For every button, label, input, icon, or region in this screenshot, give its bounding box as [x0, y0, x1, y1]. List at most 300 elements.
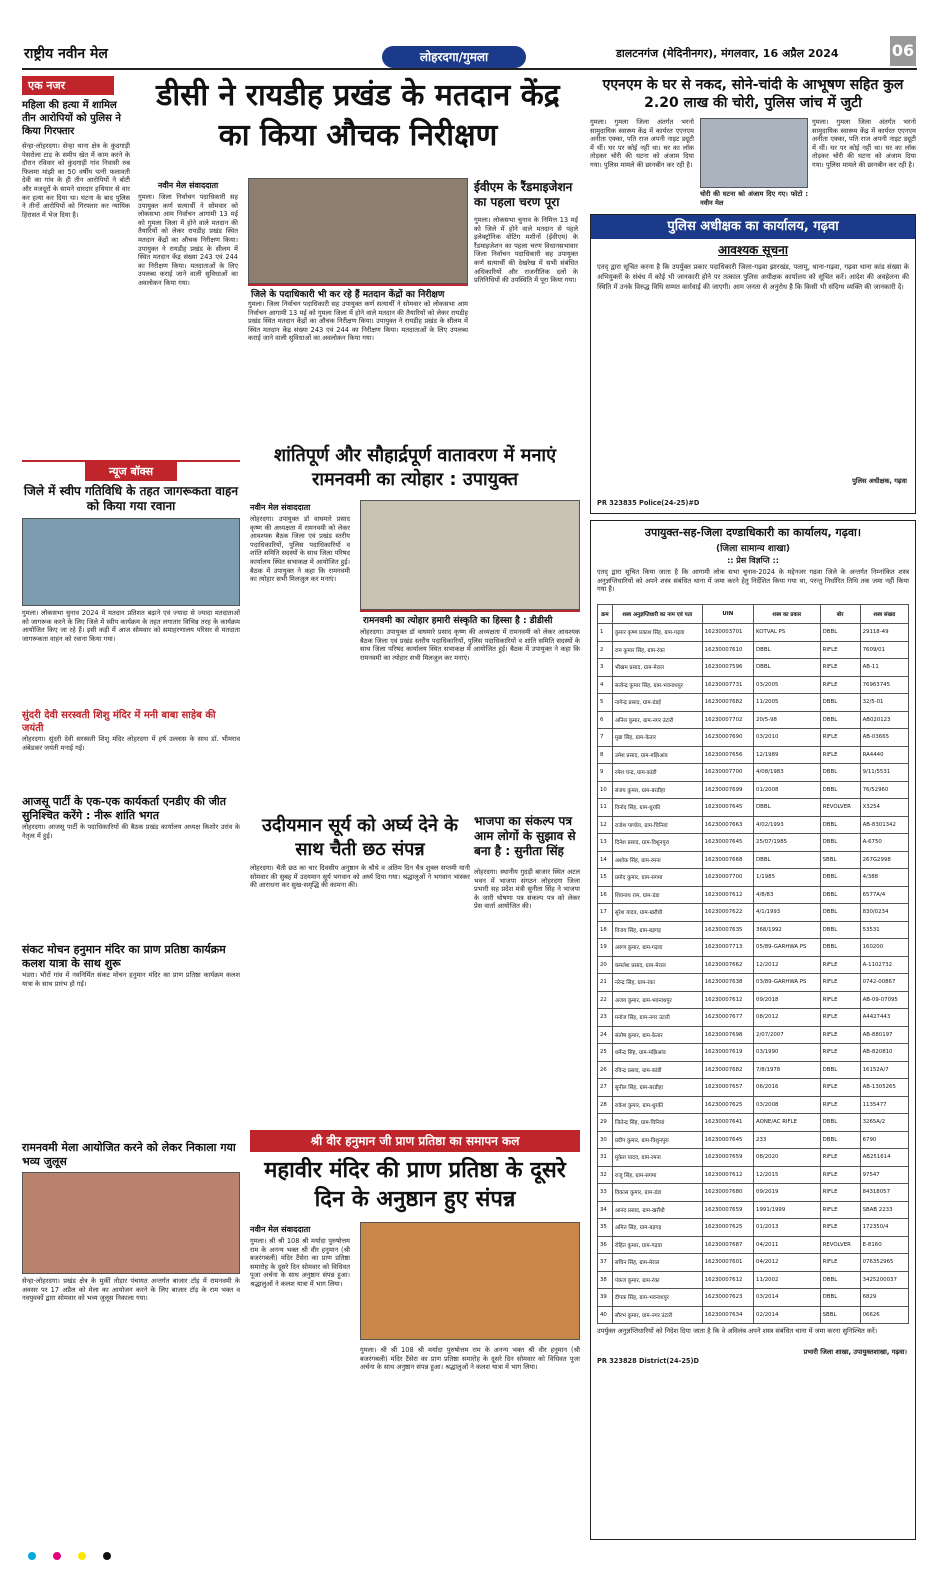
magenta-mark — [53, 1552, 61, 1560]
table-cell: DBBL — [820, 764, 860, 782]
table-cell: दिनेश प्रसाद, ग्राम-विशुनपुरा — [612, 834, 702, 852]
table-cell: धर्मेन्द्र सिंह, ग्राम-मझिआंव — [612, 1044, 702, 1062]
table-cell: 4/1/1993 — [754, 904, 821, 922]
table-row — [598, 1044, 909, 1062]
table-cell: 16230007623 — [702, 1289, 753, 1307]
table-cell: SBBL — [820, 1306, 860, 1324]
theft-body-continued: गुमला। गुमला जिला अंतर्गत भरनो सामुदायिक स्वास्थ्य केंद्र में कार्यरत एएनएम अनीता एक्का, पति राज अपनी नाइट ड्यूटी में थीं। घर पर कोई नहीं था। घर का लॉक तोड़कर चोरी की घटना को अंजाम दिया गया। पुलिस मामले की छानबीन कर रही है। — [812, 118, 916, 169]
table-cell: राकेश कुमार, ग्राम-धुरकी — [612, 1096, 702, 1114]
table-cell: DBBL — [820, 816, 860, 834]
hanuman-photo — [360, 1222, 580, 1340]
table-cell: DBBL — [820, 834, 860, 852]
table-cell: 3425200037 — [860, 1271, 908, 1289]
ramnavmi-mela-body: सेन्हा-लोहरदगा। प्रखंड क्षेत्र के मुर्की तोड़ार पंचायत अन्तर्गत बाजार टॉड़ में रामनवमी के अवसर पर 17 अप्रैल को मेला का आयोजन करने के लिए बाजार टॉड़ के राम भक्त व नवयुवकों द्वारा सोमवार को भव्य जुलूस निकाला गया। — [22, 1277, 240, 1303]
table-row — [598, 641, 909, 659]
table-cell: 2/07/2007 — [754, 1026, 821, 1044]
table-row — [598, 886, 909, 904]
table-cell: RIFLE — [820, 974, 860, 992]
police-notice-box — [590, 214, 916, 514]
table-cell: नागेन्द्र प्रसाद, ग्राम-डंडई — [612, 694, 702, 712]
table-row — [598, 694, 909, 712]
table-cell: 267G2998 — [860, 851, 908, 869]
table-cell: 12/2012 — [754, 956, 821, 974]
table-cell: 16230007641 — [702, 1114, 753, 1132]
table-row — [598, 1236, 909, 1254]
lead-byline: नवीन मेल संवाददाता — [157, 181, 219, 190]
table-cell: 03/2010 — [754, 729, 821, 747]
arms-table-header: शस्त्र का प्रकार — [754, 605, 821, 624]
table-cell: 16230007645 — [702, 799, 753, 817]
table-cell: 16152A/7 — [860, 1061, 908, 1079]
table-cell: DBBL — [820, 1114, 860, 1132]
black-mark — [103, 1552, 111, 1560]
table-cell: 16230007713 — [702, 939, 753, 957]
table-cell: प्रदीप कुमार, ग्राम-विशुनपुरा — [612, 1131, 702, 1149]
ramnavmi-photo-caption: रामनवमी का त्योहार हमारी संस्कृति का हिस्सा है : डीडीसी — [360, 610, 580, 627]
table-cell: 4 — [598, 676, 613, 694]
table-cell: 4/08/1983 — [754, 764, 821, 782]
table-cell: 15 — [598, 869, 613, 887]
table-cell: 9 — [598, 764, 613, 782]
table-cell: 03/2014 — [754, 1289, 821, 1307]
table-cell: 2 — [598, 641, 613, 659]
bjp-headline: भाजपा का संकल्प पत्र आम लोगों के सुझाव से बना है : सुनीता सिंह — [474, 814, 576, 858]
table-cell: 25/07/1985 — [754, 834, 821, 852]
sankat-mochan-headline: संकट मोचन हनुमान मंदिर का प्राण प्रतिष्ठा कार्यक्रम कलश यात्रा के साथ शुरू — [22, 943, 226, 970]
hanuman-body-continued: गुमला। श्री श्री 108 श्री मर्यादा पुरुषोत्तम राम के अनन्य भक्त श्री वीर हनुमान (श्री बजरंगबली) मंदिर टैंसेरा का प्राण प्रतिष्ठा समारोह के दूसरे दिन सोमवार को विधिवत पूजा अर्चना के साथ अनुष्ठान संपन्न हुआ। श्रद्धालुओं ने कलश यात्रा में भाग लिया। — [360, 1346, 580, 1372]
table-cell: 31 — [598, 1149, 613, 1167]
table-cell: AB-820810 — [860, 1044, 908, 1062]
table-cell: 32 — [598, 1166, 613, 1184]
table-cell: 6577A/4 — [860, 886, 908, 904]
table-cell: RIFLE — [820, 1184, 860, 1202]
table-cell: सत्येन्द्र कुमार सिंह, ग्राम-भवनाथपुर — [612, 676, 702, 694]
table-cell: संजय कुमार, ग्राम-बरडीहा — [612, 781, 702, 799]
table-cell: 23 — [598, 1009, 613, 1027]
sweep-headline: जिले में स्वीप गतिविधि के तहत जागरूकता वाहन को किया गया रवाना — [23, 484, 239, 513]
table-cell: 33 — [598, 1184, 613, 1202]
arms-table-header: बोर — [820, 605, 860, 624]
table-cell: मनोज सिंह, ग्राम-नगर उंटारी — [612, 1009, 702, 1027]
table-cell: 76963745 — [860, 676, 908, 694]
table-cell: मुकेश यादव, ग्राम-रमना — [612, 1149, 702, 1167]
table-cell: RIFLE — [820, 1166, 860, 1184]
table-cell: RIFLE — [820, 1254, 860, 1272]
table-cell: 14 — [598, 851, 613, 869]
police-notice-title: पुलिस अधीक्षक का कार्यालय, गढ़वा — [591, 215, 915, 239]
table-cell: मुन्ना सिंह, ग्राम-केतार — [612, 729, 702, 747]
table-cell: 16230007645 — [702, 834, 753, 852]
table-cell: विजय सिंह, ग्राम-बड़गड़ — [612, 921, 702, 939]
lead-body-continued: गुमला। जिला निर्वाचन पदाधिकारी सह उपायुक्त कर्ण सत्यार्थी ने सोमवार को लोकसभा आम निर्वाचन आगामी 13 मई को गुमला जिला में होने वाले मतदान की तैयारियों को लेकर रायडीह प्रखंड स्थित मतदान केंद्रों का औचक निरीक्षण किया। उपायुक्त ने रायडीह प्रखंड के सीलम में स्थित मतदान केंद्र संख्या 243 एवं 244 का निरीक्षण किया। मतदाताओं के लिए उपलब्ध कराई जाने वाली सुविधाओं का अवलोकन किया गया। — [248, 300, 468, 343]
table-cell: 03/2005 — [754, 676, 821, 694]
table-cell: 17 — [598, 904, 613, 922]
table-cell: 16230007698 — [702, 1026, 753, 1044]
bjp-body: लोहरदगा। स्थानीय गुदड़ी बाजार स्थित अटल भवन में भाजपा संगठन लोहरदगा जिला प्रभारी सह प्रदेश मंत्री सुनीता सिंह ने भाजपा के जारी घोषणा पत्र संकल्प पत्र को लेकर प्रेस वार्ता आयोजित की। — [474, 868, 580, 911]
table-cell: DBBL — [820, 904, 860, 922]
table-cell: 16230007610 — [702, 641, 753, 659]
table-cell: 30 — [598, 1131, 613, 1149]
ek-nazar-headline: महिला की हत्या में शामिल तीन आरोपियों को पुलिस ने किया गिरफ्तार — [22, 100, 121, 137]
table-cell: A-1102732 — [860, 956, 908, 974]
table-cell: 3 — [598, 659, 613, 677]
table-cell: 26 — [598, 1061, 613, 1079]
table-cell: 16230007612 — [702, 886, 753, 904]
table-cell: सुनील सिंह, ग्राम-बरडीहा — [612, 1079, 702, 1097]
table-cell: 16230007662 — [702, 956, 753, 974]
table-cell: राम कुमार सिंह, ग्राम-रंका — [612, 641, 702, 659]
police-notice-signoff: पुलिस अधीक्षक, गढ़वा — [852, 477, 907, 485]
table-cell: AB020123 — [860, 711, 908, 729]
table-cell: 27 — [598, 1079, 613, 1097]
table-cell: 16230007690 — [702, 729, 753, 747]
table-cell: 830/0234 — [860, 904, 908, 922]
table-cell: पंकज कुमार, ग्राम-रंका — [612, 1271, 702, 1289]
table-cell: प्रमोद कुमार, ग्राम-सगमा — [612, 869, 702, 887]
table-cell: 16230007731 — [702, 676, 753, 694]
table-cell: 16230007601 — [702, 1254, 753, 1272]
table-cell: 233 — [754, 1131, 821, 1149]
table-cell: 5 — [598, 694, 613, 712]
table-cell: 16230007634 — [702, 1306, 753, 1324]
table-cell: 12/1989 — [754, 746, 821, 764]
table-cell: 36 — [598, 1236, 613, 1254]
ramnavmi-byline: नवीन मेल संवाददाता — [250, 503, 311, 512]
table-cell: 16230007596 — [702, 659, 753, 677]
ek-nazar-column — [22, 76, 130, 456]
table-row — [598, 659, 909, 677]
table-row — [598, 781, 909, 799]
news-box-column — [22, 460, 240, 1540]
newspaper-brand: राष्ट्रीय नवीन मेल — [24, 46, 108, 62]
print-color-bar — [22, 1545, 917, 1555]
table-cell: 6790 — [860, 1131, 908, 1149]
table-cell: 9/11/5531 — [860, 764, 908, 782]
table-cell: 18 — [598, 921, 613, 939]
table-row — [598, 1131, 909, 1149]
table-cell: DBBL — [754, 659, 821, 677]
table-cell: 1/1985 — [754, 869, 821, 887]
table-cell: 02/2014 — [754, 1306, 821, 1324]
table-cell: 172350/4 — [860, 1219, 908, 1237]
table-cell: अशोक सिंह, ग्राम-रमना — [612, 851, 702, 869]
table-row — [598, 764, 909, 782]
table-cell: सौरभ कुमार, ग्राम-नगर उंटारी — [612, 1306, 702, 1324]
table-cell: AB-11 — [860, 659, 908, 677]
table-row — [598, 676, 909, 694]
table-row — [598, 834, 909, 852]
table-cell: 39 — [598, 1289, 613, 1307]
arms-notice-signoff: प्रभारी जिला शाखा, उपायुक्तशाखा, गढ़वा। — [803, 1348, 907, 1356]
table-row — [598, 816, 909, 834]
table-row — [598, 921, 909, 939]
table-cell: 16230007668 — [702, 851, 753, 869]
arms-notice-footer: उपर्युक्त अनुज्ञप्तिधारियों को निदेश दिया जाता है कि वे अविलंब अपने शस्त्र संबंधित थाना में जमा करना सुनिश्चित करें। — [597, 1327, 878, 1335]
table-cell: 08/2020 — [754, 1149, 821, 1167]
section-label: लोहरदगा/गुमला — [382, 46, 526, 68]
table-cell: KOTVAL PS — [754, 624, 821, 642]
table-cell: 16230003701 — [702, 624, 753, 642]
table-cell: 25 — [598, 1044, 613, 1062]
arms-table — [597, 604, 909, 1324]
theft-headline: एएनएम के घर से नकद, सोने-चांदी के आभूषण सहित कुल 2.20 लाख की चोरी, पुलिस जांच में जुटी — [602, 77, 904, 111]
table-cell: RIFLE — [820, 1079, 860, 1097]
table-cell: 1 — [598, 624, 613, 642]
table-cell: 16230007699 — [702, 781, 753, 799]
table-cell: DBBL — [754, 851, 821, 869]
table-cell: REVOLVER — [820, 1236, 860, 1254]
table-cell: 4/8/83 — [754, 886, 821, 904]
table-cell: 20 — [598, 956, 613, 974]
news-box-label: न्यूज बॉक्स — [85, 462, 177, 481]
table-row — [598, 1254, 909, 1272]
table-cell: राजेश पाण्डेय, ग्राम-चिनियां — [612, 816, 702, 834]
table-cell: 12/2015 — [754, 1166, 821, 1184]
table-cell: SBAB 2233 — [860, 1201, 908, 1219]
table-cell: 16230007612 — [702, 1166, 753, 1184]
lead-photo — [248, 178, 468, 284]
table-cell: 76/52960 — [860, 781, 908, 799]
table-row — [598, 1184, 909, 1202]
sankat-mochan-body: भंडरा। भौरों गांव में नवनिर्मित संकट मोचन हनुमान मंदिर का प्राण प्रतिष्ठा कार्यक्रम कलश यात्रा के साथ प्रारंभ हो गई। — [22, 971, 240, 988]
table-cell: 16230007677 — [702, 1009, 753, 1027]
table-cell: A4427443 — [860, 1009, 908, 1027]
cyan-mark — [28, 1552, 36, 1560]
table-cell: AB-880197 — [860, 1026, 908, 1044]
table-cell: 368/1992 — [754, 921, 821, 939]
table-cell: RIFLE — [820, 1219, 860, 1237]
chhath-headline: उदीयमान सूर्य को अर्घ्य देने के साथ चैती छठ संपन्न — [262, 815, 458, 860]
table-row — [598, 939, 909, 957]
table-cell: E-8160 — [860, 1236, 908, 1254]
table-row — [598, 624, 909, 642]
table-row — [598, 1096, 909, 1114]
table-cell: 16230007635 — [702, 921, 753, 939]
table-row — [598, 1114, 909, 1132]
arms-notice-intro: एतद् द्वारा सूचित किया जाता है कि आगामी लोक सभा चुनाव-2024 के मद्देनजर गढ़वा जिले के अन्तर्गत निम्नांकित शस्त्र अनुज्ञप्तिधारियों को अपने शस्त्र संबंधित थाना में जमा करने हेतु निर्देशित किया गया था, परन्तु निर्धारित तिथि तक जमा नहीं किया गया है। — [597, 568, 909, 594]
police-notice-body: एतद् द्वारा सूचित करना है कि उपर्युक्त प्रकार पदाधिकारी जिला-गढ़वा झारखंड, पलामू, थाना-गढ़वा, गढ़वा थाना कांड संख्या के अभियुक्तों के संबंध में कोई भी जानकारी होने पर तत्काल पुलिस अधीक्षक कार्यालय को सूचित करें। आदेश की अवहेलना की स्थिति में उनके विरुद्ध विधि सम्मत कार्रवाई की जाएगी। आम जनता से अनुरोध है कि किसी भी संदिग्ध व्यक्ति की जानकारी दें। — [597, 263, 909, 291]
table-cell: 16230007625 — [702, 1096, 753, 1114]
sweep-photo — [22, 518, 240, 606]
table-cell: DBBL — [820, 694, 860, 712]
table-cell: 38 — [598, 1271, 613, 1289]
table-cell: 16230007645 — [702, 1131, 753, 1149]
arms-table-header: UIN — [702, 605, 753, 624]
table-cell: AB-09-07095 — [860, 991, 908, 1009]
table-cell: AB-8301342 — [860, 816, 908, 834]
ajsu-headline: आजसू पार्टी के एक-एक कार्यकर्ता एनडीए की जीत सुनिश्चित करेंगे : नीरू शांति भगत — [22, 795, 227, 822]
table-cell: 04/2012 — [754, 1254, 821, 1272]
table-row — [598, 956, 909, 974]
table-cell: नरेन्द्र सिंह, ग्राम-रंका — [612, 974, 702, 992]
ramnavmi-body-col — [250, 500, 350, 800]
ek-nazar-label: एक नजर — [22, 76, 114, 95]
table-cell: DBBL — [820, 711, 860, 729]
table-cell: DBBL — [820, 781, 860, 799]
table-cell: DBBL — [820, 921, 860, 939]
table-cell: कुमार कृष्ण प्रकाश सिंह, ग्राम-गढ़वा — [612, 624, 702, 642]
table-cell: अमित सिंह, ग्राम-बड़गड़ — [612, 1219, 702, 1237]
table-cell: 29 — [598, 1114, 613, 1132]
table-cell: 11/2005 — [754, 694, 821, 712]
table-cell: DBBL — [820, 1061, 860, 1079]
table-cell: 08/2012 — [754, 1009, 821, 1027]
table-cell: 84318057 — [860, 1184, 908, 1202]
ramnavmi-photo — [360, 500, 580, 610]
table-row — [598, 974, 909, 992]
table-cell: 06/2016 — [754, 1079, 821, 1097]
table-cell: RIFLE — [820, 1201, 860, 1219]
table-cell: 16230007619 — [702, 1044, 753, 1062]
table-cell: कमलेश प्रसाद, ग्राम-मेराल — [612, 956, 702, 974]
table-cell: RIFLE — [820, 729, 860, 747]
evm-body: गुमला। लोकसभा चुनाव के निमित्त 13 मई को जिले में होने वाले मतदान से पहले इलेक्ट्रॉनिक वोटिंग मशीनों (ईवीएम) के रैंडमाइजेशन का पहला चरण विधानसभावार जिला निर्वाचन पदाधिकारी सह उपायुक्त कर्ण सत्यार्थी की देखरेख में सभी संबंधित अधिकारियों और राजनीतिक दलों के प्रतिनिधियों की उपस्थिति में पूरा किया गया। — [474, 216, 578, 285]
table-cell: 4/388 — [860, 869, 908, 887]
table-cell: 16230007622 — [702, 904, 753, 922]
table-cell: 16230007702 — [702, 711, 753, 729]
table-cell: रमेश चन्द्र, ग्राम-कांडी — [612, 764, 702, 782]
table-cell: 16230007657 — [702, 1079, 753, 1097]
table-cell: 35 — [598, 1219, 613, 1237]
table-cell: DBBL — [820, 939, 860, 957]
table-cell: 16230007656 — [702, 746, 753, 764]
table-row — [598, 1201, 909, 1219]
table-cell: 160200 — [860, 939, 908, 957]
table-cell: 09/2019 — [754, 1184, 821, 1202]
lead-headline: डीसी ने रायडीह प्रखंड के मतदान केंद्र का किया औचक निरीक्षण — [156, 78, 560, 153]
hanuman-banner: श्री वीर हनुमान जी प्राण प्रतिष्ठा का समापन कल — [250, 1130, 580, 1152]
table-row — [598, 1009, 909, 1027]
table-row — [598, 729, 909, 747]
table-cell: रोहित कुमार, ग्राम-गढ़वा — [612, 1236, 702, 1254]
table-cell: 1135477 — [860, 1096, 908, 1114]
ek-nazar-body: सेन्हा-लोहरदगा। सेन्हा थाना क्षेत्र के कुंदगाड़ी पेसरोला टाड़ के समीप खेत में काम करने के दौरान रविवार को कुंदगाड़ी गांव निवासी रुब फिलमा मांझी का 50 वर्षीय पत्नी फलावती देवी का गांव के ही तीन आरोपियों ने बोटी और मजदूरों के सामने धारदार हथियार से वार कर हत्या कर दिया था। घटना के बाद पुलिस ने तीनों आरोपियों को गिरफ्तार कर न्यायिक हिरासत में भेज दिया है। — [22, 142, 130, 219]
table-cell: X3254 — [860, 799, 908, 817]
table-cell: DBBL — [820, 1289, 860, 1307]
table-cell: SBBL — [820, 851, 860, 869]
table-cell: अनिल कुमार, ग्राम-नगर उंटारी — [612, 711, 702, 729]
table-cell: 28 — [598, 1096, 613, 1114]
lead-body-col — [138, 178, 238, 438]
table-row — [598, 1079, 909, 1097]
hanuman-headline: महावीर मंदिर की प्राण प्रतिष्ठा के दूसरे दिन के अनुष्ठान हुए संपन्न — [264, 1158, 566, 1212]
table-cell: विनोद सिंह, ग्राम-धुरकी — [612, 799, 702, 817]
table-cell: सुरेश यादव, ग्राम-खरौंधी — [612, 904, 702, 922]
theft-body: गुमला। गुमला जिला अंतर्गत भरनो सामुदायिक स्वास्थ्य केंद्र में कार्यरत एएनएम अनीता एक्का, पति राज अपनी नाइट ड्यूटी में थीं। घर पर कोई नहीं था। घर का लॉक तोड़कर चोरी की घटना को अंजाम दिया गया। पुलिस मामले की छानबीन कर रही है। — [590, 118, 694, 169]
table-row — [598, 1306, 909, 1324]
table-cell: 09/2018 — [754, 991, 821, 1009]
table-cell: AB-03665 — [860, 729, 908, 747]
table-cell: RIFLE — [820, 659, 860, 677]
table-cell: DBBL — [820, 886, 860, 904]
table-cell: 32/5-01 — [860, 694, 908, 712]
arms-notice-title: उपायुक्त-सह-जिला दण्डाधिकारी का कार्यालय, गढ़वा। — [644, 526, 862, 539]
table-cell: RIFLE — [820, 1026, 860, 1044]
table-cell: 8 — [598, 746, 613, 764]
table-cell: RIFLE — [820, 956, 860, 974]
table-cell: 37 — [598, 1254, 613, 1272]
table-cell: A-6750 — [860, 834, 908, 852]
ajsu-body: लोहरदगा। आजसू पार्टी के पदाधिकारियों की बैठक प्रखंड कार्यालय अध्यक्ष किशोर उरांव के नेतृत्व में हुई। — [22, 823, 240, 840]
table-row — [598, 1166, 909, 1184]
table-cell: RIFLE — [820, 1009, 860, 1027]
ramnavmi-body: लोहरदगा। उपायुक्त डॉ वाघमारे प्रसाद कृष्ण की अध्यक्षता में रामनवमी को लेकर आवश्यक बैठक जिला एवं प्रखंड स्तरीय पदाधिकारियों, पुलिस पदाधिकारियों व शांति समिति सदस्यों के साथ जिला परिषद कार्यालय स्थित सभाकक्ष में आयोजित हुई। बैठक में उपायुक्त ने कहा कि रामनवमी का त्योहार सभी मिलजुल कर मनाएं। — [250, 515, 350, 584]
table-cell: 34 — [598, 1201, 613, 1219]
table-cell: उमेश प्रसाद, ग्राम-मझिआंव — [612, 746, 702, 764]
table-cell: RIFLE — [820, 1096, 860, 1114]
table-cell: 16230007682 — [702, 1061, 753, 1079]
table-cell: 4/02/1993 — [754, 816, 821, 834]
table-cell: 53531 — [860, 921, 908, 939]
theft-photo — [700, 118, 808, 188]
arms-notice-subtitle: (जिला सामान्य शाखा) — [715, 544, 791, 554]
police-notice-subtitle: आवश्यक सूचना — [718, 243, 788, 257]
table-cell: 29118-49 — [860, 624, 908, 642]
page-number: 06 — [890, 36, 916, 66]
table-cell: 24 — [598, 1026, 613, 1044]
ramnavmi-body-continued: लोहरदगा। उपायुक्त डॉ वाघमारे प्रसाद कृष्ण की अध्यक्षता में रामनवमी को लेकर आवश्यक बैठक जिला एवं प्रखंड स्तरीय पदाधिकारियों, पुलिस पदाधिकारियों व शांति समिति सदस्यों के साथ जिला परिषद कार्यालय स्थित सभाकक्ष में आयोजित हुई। बैठक में उपायुक्त ने कहा कि रामनवमी का त्योहार सभी मिलजुल कर मनाएं। — [360, 628, 580, 662]
table-cell: भीखम प्रसाद, ग्राम-मेराल — [612, 659, 702, 677]
table-row — [598, 711, 909, 729]
lead-photo-caption: जिले के पदाधिकारी भी कर रहे हैं मतदान केंद्रों का निरीक्षण — [248, 284, 468, 301]
table-cell: संतोष कुमार, ग्राम-केतार — [612, 1026, 702, 1044]
table-cell: 7 — [598, 729, 613, 747]
table-cell: AB251614 — [860, 1149, 908, 1167]
table-cell: AB-1305265 — [860, 1079, 908, 1097]
table-cell: अरुण कुमार, ग्राम-गढ़वा — [612, 939, 702, 957]
arms-table-wrap — [597, 604, 909, 1324]
table-row — [598, 904, 909, 922]
ambedkar-body: लोहरदगा। सुंदरी देवी सरस्वती शिशु मंदिर लोहरदगा में हर्ष उल्लास के साथ डॉ. भीमराव अंबेडकर जयंती मनाई गई। — [22, 735, 240, 752]
ramnavmi-mela-photo — [22, 1172, 240, 1274]
arms-table-header: क्रम — [598, 605, 613, 624]
table-cell: 16230007612 — [702, 1271, 753, 1289]
arms-notice-label: :: प्रेस विज्ञप्ति :: — [727, 556, 779, 565]
table-cell: 12 — [598, 816, 613, 834]
table-cell: REVOLVER — [820, 799, 860, 817]
table-row — [598, 851, 909, 869]
hanuman-byline: नवीन मेल संवाददाता — [250, 1225, 311, 1234]
table-cell: 06626 — [860, 1306, 908, 1324]
table-cell: RIFLE — [820, 641, 860, 659]
table-row — [598, 1271, 909, 1289]
hanuman-body: गुमला। श्री श्री 108 श्री मर्यादा पुरुषोत्तम राम के अनन्य भक्त श्री वीर हनुमान (श्री बजरंगबली) मंदिर टैंसेरा का प्राण प्रतिष्ठा समारोह के दूसरे दिन सोमवार को विधिवत पूजा अर्चना के साथ अनुष्ठान संपन्न हुआ। श्रद्धालुओं ने कलश यात्रा में भाग लिया। — [250, 1237, 350, 1288]
table-cell: DBBL — [820, 869, 860, 887]
arms-table-header: शस्त्र संख्या — [860, 605, 908, 624]
police-notice-ref: PR 323835 Police(24-25)#D — [597, 499, 700, 507]
table-cell: 3265A/2 — [860, 1114, 908, 1132]
table-cell: 11/2002 — [754, 1271, 821, 1289]
table-cell: 01/2008 — [754, 781, 821, 799]
evm-headline: ईवीएम के रैंडमाइजेशन का पहला चरण पूरा — [474, 180, 573, 209]
table-cell: RIFLE — [820, 746, 860, 764]
table-cell: 13 — [598, 834, 613, 852]
table-cell: DBBL — [820, 1131, 860, 1149]
table-cell: RIFLE — [820, 1044, 860, 1062]
table-cell: जितेन्द्र सिंह, ग्राम-चिनियां — [612, 1114, 702, 1132]
table-cell: अजय कुमार, ग्राम-भवनाथपुर — [612, 991, 702, 1009]
table-row — [598, 1061, 909, 1079]
table-row — [598, 1149, 909, 1167]
table-cell: 05/89-GARHWA PS — [754, 939, 821, 957]
hanuman-body-col — [250, 1222, 350, 1537]
table-cell: AONE/AC RIFLE — [754, 1114, 821, 1132]
table-cell: 03/1990 — [754, 1044, 821, 1062]
table-cell: RIFLE — [820, 676, 860, 694]
table-cell: 01/2013 — [754, 1219, 821, 1237]
table-cell: 16230007663 — [702, 816, 753, 834]
chhath-body: लोहरदगा। चैती छठ का चार दिवसीय अनुष्ठान के चौथे व अंतिम दिन चैत्र शुक्ल सप्तमी यानी सोमवार की सुबह में उदयमान सूर्य भगवान को अर्घ्य दिया गया। श्रद्धालुओं ने भगवान भास्कर की आराधना कर सुख-समृद्धि की कामना की। — [250, 864, 470, 890]
